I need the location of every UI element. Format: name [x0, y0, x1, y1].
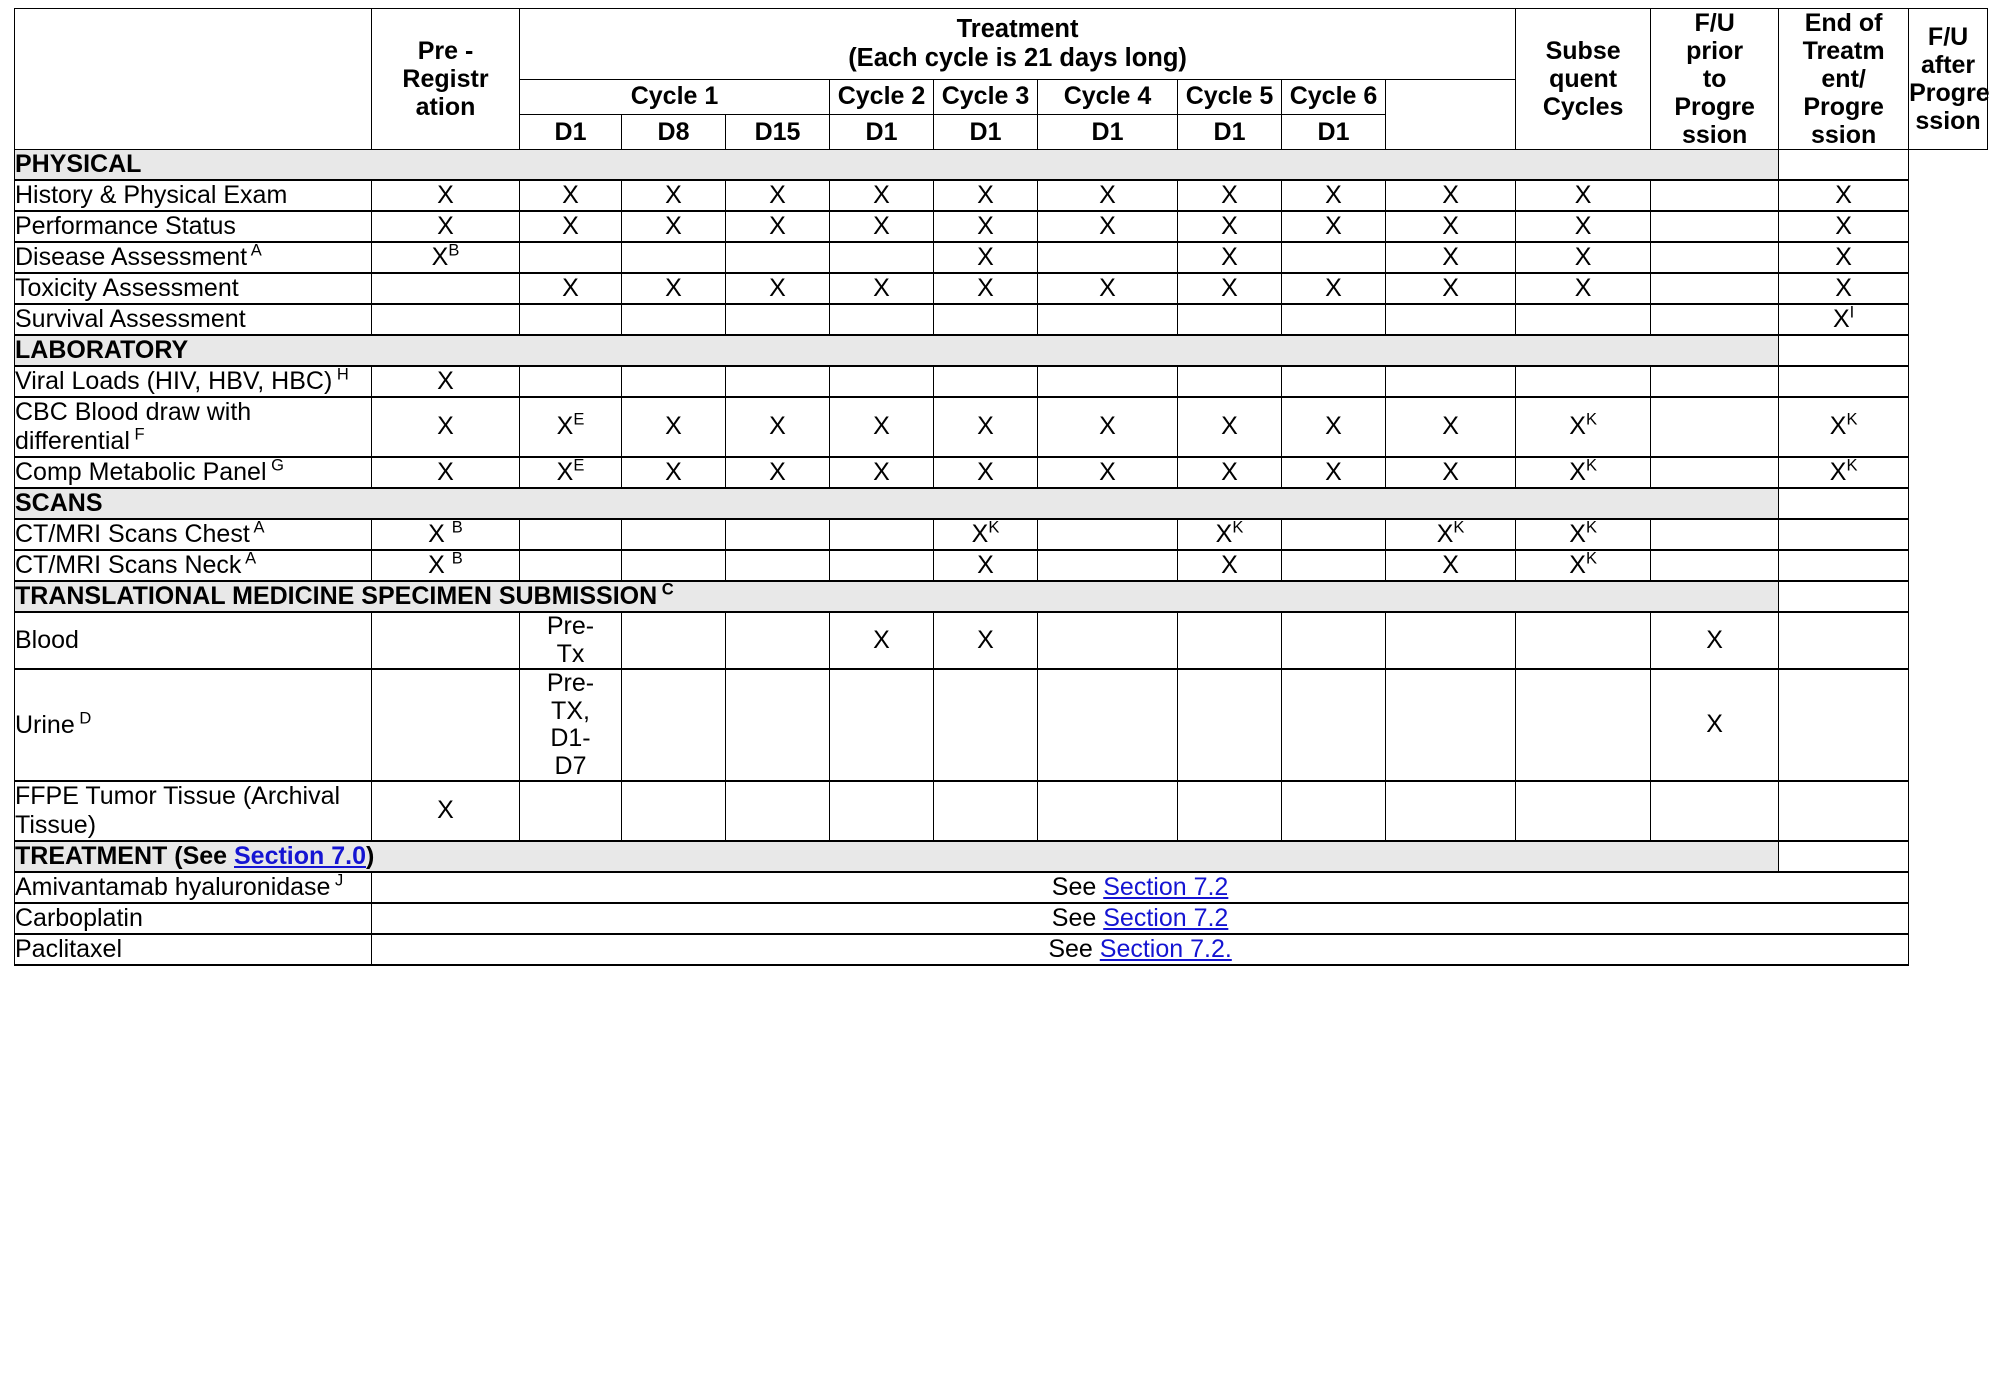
cell-col-10: [1516, 669, 1651, 781]
cell-col-5: [934, 669, 1038, 781]
header-cycle-2-label: Cycle 2: [837, 82, 926, 111]
cell-col-5: X: [934, 211, 1038, 242]
row-label: Carboplatin: [15, 903, 372, 934]
cell-col-4: X: [830, 273, 934, 304]
table-row: [15, 781, 1988, 841]
cell-col-3: [726, 550, 830, 581]
header-row-1: [15, 9, 1988, 80]
section-title: SCANS: [15, 488, 1779, 519]
fu-after-line-1: F/U: [1927, 23, 1969, 51]
cell-col-9: X: [1386, 550, 1516, 581]
fu-prior-line-4: Progre: [1674, 93, 1755, 121]
cell-col-6: X: [1038, 273, 1178, 304]
row-footnote-marker: G: [266, 456, 284, 475]
cell-col-9: [1386, 612, 1516, 669]
subsequent-cycles-line-1: Subse: [1545, 37, 1621, 65]
cell-col-5: X: [934, 612, 1038, 669]
row-label: Viral Loads (HIV, HBV, HBC) $^H$: [15, 366, 372, 397]
cell-col-8: [1282, 242, 1386, 273]
cell-footnote-marker: E: [573, 410, 585, 429]
cell-col-2: [622, 242, 726, 273]
row-label: CT/MRI Scans Chest $^A$: [15, 519, 372, 550]
pre-registration-line-2: Registr: [402, 65, 489, 93]
cell-col-3: X: [726, 211, 830, 242]
header-cycle-5-label: Cycle 5: [1185, 82, 1274, 111]
header-end-of-treatment: [1779, 9, 1909, 150]
cell-col-4: X: [830, 612, 934, 669]
cell-col-9: [1386, 781, 1516, 841]
cell-col-11: [1651, 366, 1779, 397]
header-cycle-6: [1282, 80, 1386, 114]
header-fu-prior-to-progression: [1651, 9, 1779, 150]
cell-col-3: X: [726, 180, 830, 211]
cell-col-2: X: [622, 180, 726, 211]
cell-col-6: X: [1038, 180, 1178, 211]
cell-col-3: [726, 612, 830, 669]
cell-col-11: X: [1651, 669, 1779, 781]
section-band-tail: [1779, 488, 1909, 519]
cell-col-8: [1282, 519, 1386, 550]
cell-col-9: X: [1386, 457, 1516, 488]
cell-col-9: X: [1386, 211, 1516, 242]
cell-col-4: X: [830, 457, 934, 488]
section-band-tail: [1779, 150, 1909, 181]
treatment-reference-cell: See Section 7.2: [372, 872, 1909, 903]
cell-col-10: [1516, 612, 1651, 669]
cell-col-1: $X^E$: [520, 457, 622, 488]
cell-col-11: [1651, 550, 1779, 581]
cell-col-11: [1651, 273, 1779, 304]
cell-col-1: X: [520, 211, 622, 242]
fu-prior-line-5: ssion: [1681, 121, 1748, 149]
cell-col-3: [726, 519, 830, 550]
cell-col-12: $X^I$: [1779, 304, 1909, 335]
cell-col-11: [1651, 781, 1779, 841]
cell-col-1: Pre- Tx: [520, 612, 622, 669]
cell-col-10: $X^K$: [1516, 397, 1651, 457]
cell-col-5: [934, 781, 1038, 841]
cell-col-6: [1038, 519, 1178, 550]
cell-col-11: [1651, 304, 1779, 335]
cell-col-8: X: [1282, 211, 1386, 242]
cell-col-12: $X^K$: [1779, 457, 1909, 488]
cell-col-10: [1516, 781, 1651, 841]
cell-col-0: [372, 304, 520, 335]
cell-col-12: $X^K$: [1779, 397, 1909, 457]
header-day-c5d1: D1: [1178, 114, 1282, 149]
header-subsequent-cycles: [1516, 9, 1651, 150]
header-cycle-3-label: Cycle 3: [941, 82, 1030, 111]
section-title: TRANSLATIONAL MEDICINE SPECIMEN SUBMISSION $^C$: [15, 581, 1779, 612]
section-header-row: [15, 150, 1988, 181]
section-header-row: [15, 335, 1988, 366]
cell-footnote-marker: K: [1585, 456, 1597, 475]
cell-col-8: [1282, 550, 1386, 581]
cell-col-7: X: [1178, 457, 1282, 488]
section-header-row: [15, 581, 1988, 612]
section-band-tail: [1779, 335, 1909, 366]
header-day-c6d1: D1: [1282, 114, 1386, 149]
cell-col-12: X: [1779, 273, 1909, 304]
cell-col-1: $X^E$: [520, 397, 622, 457]
row-label: Amivantamab hyaluronidase $^J$: [15, 872, 372, 903]
cell-col-8: [1282, 669, 1386, 781]
header-fu-after-progression: [1909, 9, 1988, 150]
treatment-subtitle: (Each cycle is 21 days long): [848, 44, 1187, 73]
cell-col-3: [726, 366, 830, 397]
row-label: Toxicity Assessment: [15, 273, 372, 304]
header-day-c4d1: D1: [1038, 114, 1178, 149]
cell-col-10: $X^K$: [1516, 519, 1651, 550]
cell-footnote-marker: B: [448, 241, 460, 260]
header-corner-blank: [15, 9, 372, 150]
row-footnote-marker: J: [330, 871, 344, 890]
fu-prior-line-1: F/U: [1694, 9, 1735, 37]
cell-col-4: X: [830, 180, 934, 211]
cell-col-3: X: [726, 397, 830, 457]
row-label: Disease Assessment $^A$: [15, 242, 372, 273]
cell-col-6: X: [1038, 397, 1178, 457]
pre-registration-line-3: ation: [415, 93, 476, 121]
cell-col-3: X: [726, 457, 830, 488]
cell-col-8: [1282, 304, 1386, 335]
subsequent-cycles-line-2: quent: [1549, 65, 1618, 93]
section-header-row: [15, 841, 1988, 872]
cell-col-5: X: [934, 397, 1038, 457]
row-label: Survival Assessment: [15, 304, 372, 335]
cell-col-11: X: [1651, 612, 1779, 669]
cell-col-2: [622, 781, 726, 841]
cell-col-7: [1178, 669, 1282, 781]
cell-col-6: X: [1038, 211, 1178, 242]
table-header: [15, 9, 1988, 150]
subsequent-cycles-line-3: Cycles: [1542, 93, 1624, 121]
cell-col-8: [1282, 366, 1386, 397]
table-row: [15, 180, 1988, 211]
cell-footnote-marker: K: [1453, 518, 1465, 537]
cell-col-12: [1779, 612, 1909, 669]
treatment-section-link[interactable]: Section 7.2: [1103, 904, 1229, 932]
treatment-reference-cell: See Section 7.2.: [372, 934, 1909, 965]
cell-col-12: [1779, 669, 1909, 781]
cell-col-9: $X^K$: [1386, 519, 1516, 550]
table-row: [15, 903, 1988, 934]
cell-col-10: X: [1516, 180, 1651, 211]
cell-footnote-marker: K: [1585, 549, 1597, 568]
cell-col-7: X: [1178, 273, 1282, 304]
cell-col-9: [1386, 304, 1516, 335]
treatment-reference-cell: See Section 7.2: [372, 903, 1909, 934]
cell-col-1: [520, 366, 622, 397]
cell-col-6: [1038, 550, 1178, 581]
cell-col-2: X: [622, 457, 726, 488]
cell-col-3: X: [726, 273, 830, 304]
section-title: TREATMENT (See Section 7.0): [15, 841, 1779, 872]
cell-footnote-marker: K: [1846, 456, 1858, 475]
treatment-section-link[interactable]: Section 7.2.: [1099, 935, 1232, 963]
cell-col-7: X: [1178, 211, 1282, 242]
cell-col-0: X: [372, 180, 520, 211]
fu-after-line-2: after: [1920, 51, 1976, 79]
cell-col-5: [934, 366, 1038, 397]
cell-col-7: X: [1178, 180, 1282, 211]
cell-col-7: [1178, 366, 1282, 397]
cell-col-10: X: [1516, 273, 1651, 304]
eot-line-1: End of: [1804, 9, 1883, 37]
row-label: Urine $^D$: [15, 669, 372, 781]
header-day-c1d8: D8: [622, 114, 726, 149]
cell-col-4: [830, 669, 934, 781]
cell-footnote-marker: K: [1585, 410, 1597, 429]
cell-col-9: X: [1386, 397, 1516, 457]
cell-col-0: [372, 669, 520, 781]
cell-col-7: [1178, 781, 1282, 841]
section-band-tail: [1779, 581, 1909, 612]
cell-footnote-marker: K: [1232, 518, 1244, 537]
cell-col-11: [1651, 242, 1779, 273]
cell-col-6: [1038, 612, 1178, 669]
cell-col-12: [1779, 550, 1909, 581]
cell-col-0: X: [372, 211, 520, 242]
cell-col-8: X: [1282, 397, 1386, 457]
cell-col-1: Pre- TX, D1- D7: [520, 669, 622, 781]
table-row: [15, 669, 1988, 781]
cell-col-5: X: [934, 457, 1038, 488]
row-label: History & Physical Exam: [15, 180, 372, 211]
cell-footnote-marker: B: [451, 518, 463, 537]
cell-col-8: X: [1282, 180, 1386, 211]
cell-col-8: [1282, 781, 1386, 841]
cell-col-4: X: [830, 397, 934, 457]
cell-col-10: X: [1516, 211, 1651, 242]
row-footnote-marker: A: [247, 241, 262, 260]
cell-col-8: [1282, 612, 1386, 669]
table-row: [15, 519, 1988, 550]
cell-col-0: X $^B$: [372, 550, 520, 581]
cell-col-6: [1038, 304, 1178, 335]
cell-col-1: [520, 519, 622, 550]
cell-col-2: [622, 669, 726, 781]
eot-line-2: Treatm: [1802, 37, 1885, 65]
cell-footnote-marker: E: [573, 456, 585, 475]
section-title: PHYSICAL: [15, 150, 1779, 181]
cell-col-6: [1038, 242, 1178, 273]
cell-col-0: X: [372, 366, 520, 397]
cell-col-12: X: [1779, 180, 1909, 211]
cell-col-4: [830, 242, 934, 273]
section-footnote-marker: C: [657, 580, 674, 599]
header-cycle-4: [1038, 80, 1178, 114]
cell-col-0: X: [372, 781, 520, 841]
cell-col-0: [372, 612, 520, 669]
section-band-tail: [1779, 841, 1909, 872]
cell-col-7: [1178, 612, 1282, 669]
cell-col-9: X: [1386, 273, 1516, 304]
cell-col-7: [1178, 304, 1282, 335]
fu-after-line-4: ssion: [1915, 107, 1981, 135]
table-row: [15, 397, 1988, 457]
cell-col-10: $X^K$: [1516, 457, 1651, 488]
cell-col-2: [622, 366, 726, 397]
table-row: [15, 366, 1988, 397]
row-label: Blood: [15, 612, 372, 669]
cell-col-12: [1779, 781, 1909, 841]
table-body: [15, 150, 1988, 966]
cell-col-5: X: [934, 180, 1038, 211]
cell-col-4: [830, 366, 934, 397]
row-label: Paclitaxel: [15, 934, 372, 965]
cell-col-5: X: [934, 273, 1038, 304]
header-cycle-5: [1178, 80, 1282, 114]
row-label: Comp Metabolic Panel $^G$: [15, 457, 372, 488]
cell-col-3: [726, 242, 830, 273]
cell-footnote-marker: I: [1849, 303, 1855, 322]
cell-col-5: $X^K$: [934, 519, 1038, 550]
header-cycle-4-label: Cycle 4: [1063, 82, 1152, 111]
header-pre-registration: [372, 9, 520, 150]
cell-col-6: [1038, 669, 1178, 781]
row-label: FFPE Tumor Tissue (Archival Tissue): [15, 781, 372, 841]
header-day-c2d1: D1: [830, 114, 934, 149]
row-footnote-marker: H: [332, 365, 349, 384]
cell-col-10: X: [1516, 242, 1651, 273]
fu-after-line-3: Progre: [1909, 79, 1990, 107]
cell-col-3: [726, 781, 830, 841]
table-row: [15, 457, 1988, 488]
row-label: CT/MRI Scans Neck $^A$: [15, 550, 372, 581]
cell-col-0: $X^B$: [372, 242, 520, 273]
treatment-section-link[interactable]: Section 7.2: [1103, 873, 1229, 901]
cell-col-9: [1386, 669, 1516, 781]
cell-col-5: [934, 304, 1038, 335]
table-row: [15, 550, 1988, 581]
cell-col-12: [1779, 519, 1909, 550]
treatment-title: Treatment: [956, 15, 1079, 44]
cell-col-11: [1651, 180, 1779, 211]
cell-col-7: X: [1178, 550, 1282, 581]
cell-col-8: X: [1282, 273, 1386, 304]
header-cycle-3: [934, 80, 1038, 114]
cell-col-2: [622, 519, 726, 550]
table-row: [15, 273, 1988, 304]
cell-col-0: [372, 273, 520, 304]
cell-col-7: X: [1178, 397, 1282, 457]
eot-line-3: ent/: [1821, 65, 1866, 93]
cell-col-4: X: [830, 211, 934, 242]
row-footnote-marker: D: [74, 709, 92, 728]
table-row: [15, 242, 1988, 273]
row-footnote-marker: F: [129, 425, 145, 444]
row-footnote-marker: A: [241, 549, 257, 568]
pre-registration-line-1: Pre -: [417, 37, 474, 65]
cell-col-11: [1651, 457, 1779, 488]
cell-col-1: [520, 781, 622, 841]
header-cycle-6-label: Cycle 6: [1289, 82, 1378, 111]
cell-col-11: [1651, 519, 1779, 550]
cell-col-4: [830, 519, 934, 550]
cell-col-8: X: [1282, 457, 1386, 488]
cell-col-3: [726, 304, 830, 335]
eot-line-4: Progre: [1803, 93, 1884, 121]
cell-col-7: X: [1178, 242, 1282, 273]
cell-col-2: X: [622, 397, 726, 457]
cell-col-11: [1651, 211, 1779, 242]
cell-col-9: [1386, 366, 1516, 397]
cell-col-4: [830, 304, 934, 335]
cell-col-5: X: [934, 242, 1038, 273]
table-row: [15, 934, 1988, 965]
cell-col-1: [520, 304, 622, 335]
cell-footnote-marker: K: [1846, 410, 1858, 429]
cell-col-10: [1516, 366, 1651, 397]
cell-footnote-marker: K: [1585, 518, 1597, 537]
header-day-c1d1: D1: [520, 114, 622, 149]
table-row: [15, 872, 1988, 903]
fu-prior-line-3: to: [1702, 65, 1727, 93]
cell-col-1: X: [520, 180, 622, 211]
schedule-of-events-table: [14, 8, 1988, 966]
cell-col-2: X: [622, 211, 726, 242]
cell-col-1: X: [520, 273, 622, 304]
row-label: CBC Blood draw with differential $^F$: [15, 397, 372, 457]
cell-col-1: [520, 242, 622, 273]
eot-line-5: ssion: [1810, 121, 1877, 149]
cell-col-2: [622, 550, 726, 581]
header-day-c3d1: D1: [934, 114, 1038, 149]
header-treatment-group: [520, 9, 1516, 80]
table-row: [15, 304, 1988, 335]
cell-col-0: X: [372, 397, 520, 457]
cell-col-6: [1038, 366, 1178, 397]
header-day-c1d15: D15: [726, 114, 830, 149]
cell-col-0: X: [372, 457, 520, 488]
cell-footnote-marker: B: [451, 549, 463, 568]
row-label: Performance Status: [15, 211, 372, 242]
fu-prior-line-2: prior: [1686, 37, 1744, 65]
section-title: LABORATORY: [15, 335, 1779, 366]
cell-col-3: [726, 669, 830, 781]
cell-col-0: X $^B$: [372, 519, 520, 550]
cell-col-5: X: [934, 550, 1038, 581]
header-cycle-1: Cycle 1: [520, 80, 830, 114]
cell-col-10: [1516, 304, 1651, 335]
row-footnote-marker: A: [249, 518, 265, 537]
cell-col-12: X: [1779, 242, 1909, 273]
cell-col-2: X: [622, 273, 726, 304]
cell-col-2: [622, 304, 726, 335]
section-link[interactable]: Section 7.0: [234, 842, 366, 870]
cell-col-9: X: [1386, 180, 1516, 211]
cell-col-7: $X^K$: [1178, 519, 1282, 550]
cell-col-10: $X^K$: [1516, 550, 1651, 581]
cell-col-11: [1651, 397, 1779, 457]
cell-col-2: [622, 612, 726, 669]
cell-col-6: [1038, 781, 1178, 841]
cell-col-4: [830, 550, 934, 581]
table-row: [15, 612, 1988, 669]
cell-col-12: [1779, 366, 1909, 397]
cell-col-1: [520, 550, 622, 581]
header-cycle-2: [830, 80, 934, 114]
cell-col-9: X: [1386, 242, 1516, 273]
table-row: [15, 211, 1988, 242]
cell-col-6: X: [1038, 457, 1178, 488]
cell-col-4: [830, 781, 934, 841]
section-header-row: [15, 488, 1988, 519]
cell-col-12: X: [1779, 211, 1909, 242]
cell-footnote-marker: K: [988, 518, 1000, 537]
